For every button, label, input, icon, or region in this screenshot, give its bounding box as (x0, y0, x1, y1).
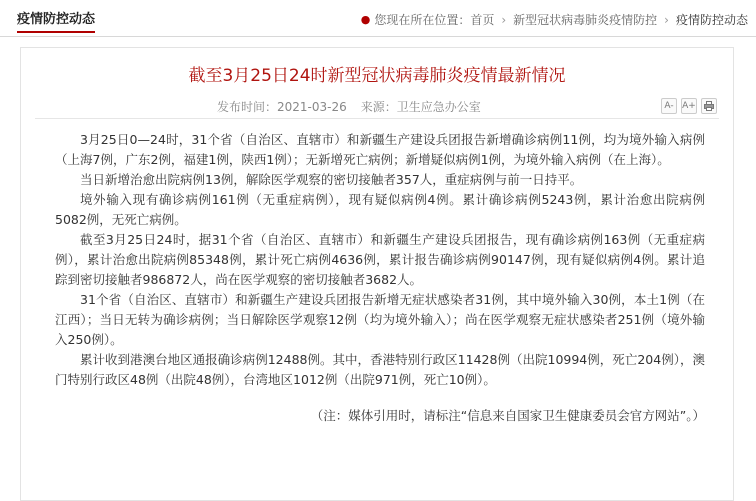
paragraph: 当日新增治愈出院病例13例，解除医学观察的密切接触者357人，重症病例与前一日持平。 (80, 172, 583, 187)
paragraph: 境外输入现有确诊病例161例（无重症病例），现有疑似病例4例。累计确诊病例5243例，累计治愈出院病例5082例，无死亡病例。 (55, 192, 705, 227)
media-note: （注：媒体引用时，请标注“信息来自国家卫生健康委员会官方网站”。） (310, 408, 705, 423)
location-pin-icon: ● (360, 13, 371, 26)
paragraph: 截至3月25日24时，据31个省（自治区、直辖市）和新疆生产建设兵团报告，现有确诊病例163例（无重症病例），累计治愈出院病例85348例，累计死亡病例4636例，累计报告确诊病例90147例，现有疑似病例4例。累计追踪到密切接触者986872人，尚在医学观察的密切接触者3682人。 (55, 232, 705, 287)
article-tools (661, 98, 717, 114)
source-label: 来源： (360, 100, 397, 114)
font-increase-button[interactable]: A+ (681, 98, 697, 114)
section-title: 疫情防控动态 (17, 12, 95, 33)
source-name: 卫生应急办公室 (396, 100, 481, 114)
chevron-right-icon: › (664, 13, 669, 27)
breadcrumb-home-link[interactable]: 首页 (470, 13, 495, 27)
article-panel (20, 47, 734, 501)
breadcrumb-current: 疫情防控动态 (675, 13, 748, 27)
print-button[interactable] (701, 98, 717, 114)
paragraph: 3月25日0—24时，31个省（自治区、直辖市）和新疆生产建设兵团报告新增确诊病例11例，均为境外输入病例（上海7例，广东2例，福建1例，陕西1例）；无新增死亡病例；新增疑似病例1例，为境外输入病例（在上海）。 (55, 132, 705, 167)
paragraph: 累计收到港澳台地区通报确诊病例12488例。其中，香港特别行政区11428例（出院10994例，死亡204例），澳门特别行政区48例（出院48例），台湾地区1012例（出院971例，死亡10例）。 (55, 352, 705, 387)
breadcrumb-prefix: 您现在所在位置： (374, 13, 471, 27)
date-label: 发布时间： (217, 100, 278, 114)
chevron-right-icon: › (501, 13, 507, 27)
font-decrease-button[interactable]: A- (661, 98, 677, 114)
top-bar (0, 0, 756, 37)
breadcrumb-covid-link[interactable]: 新型冠状病毒肺炎疫情防控 (513, 13, 658, 27)
article-meta (217, 100, 481, 114)
printer-icon (704, 101, 714, 111)
divider (35, 118, 719, 119)
paragraph: 31个省（自治区、直辖市）和新疆生产建设兵团报告新增无症状感染者31例，其中境外输入30例，本土1例（在江西）；当日无转为确诊病例；当日解除医学观察12例（均为境外输入）；尚在医学观察无症状感染者251例（境外输入250例）。 (55, 292, 705, 347)
breadcrumb (361, 12, 748, 28)
article-body (55, 130, 705, 426)
article-title: 截至3月25日24时新型冠状病毒肺炎疫情最新情况 (188, 66, 566, 86)
publish-date: 2021-03-26 (277, 100, 347, 114)
